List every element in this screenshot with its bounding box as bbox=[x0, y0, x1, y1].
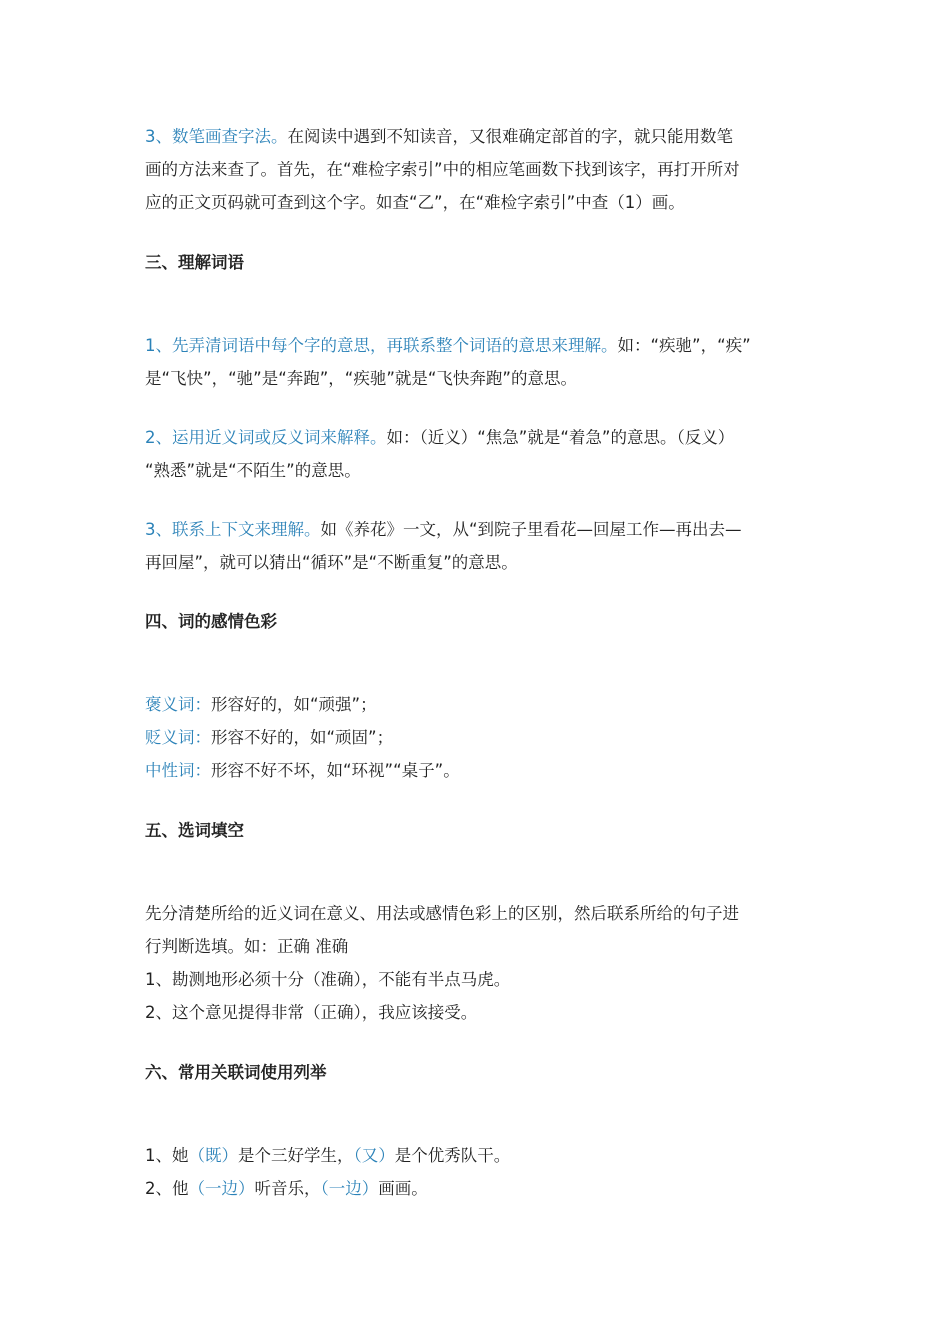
paragraph-lead: 2、运用近义词或反义词来解释。 bbox=[145, 428, 387, 447]
paragraph-synonym-antonym bbox=[145, 421, 807, 487]
paragraph-text: 先分清楚所给的近义词在意义、用法或感情色彩上的区别，然后联系所给的句子进 bbox=[145, 904, 739, 923]
paragraph-lead: 3、数笔画查字法。 bbox=[145, 127, 288, 146]
paragraph-text: 如《养花》一文，从“到院子里看花—回屋工作—再出去— bbox=[320, 520, 742, 539]
paragraph-text: 在阅读中遇到不知读音，又很难确定部首的字，就只能用数笔 bbox=[287, 127, 733, 146]
list-word-emotion bbox=[145, 688, 807, 787]
paragraph-lead: 1、先弄清词语中每个字的意思，再联系整个词语的意思来理解。 bbox=[145, 336, 618, 355]
list-item: 1、她（既）是个三好学生，（又）是个优秀队干。 bbox=[145, 1146, 511, 1165]
list-conjunctions bbox=[145, 1139, 807, 1205]
list-item: 2、这个意见提得非常（正确），我应该接受。 bbox=[145, 1003, 478, 1022]
list-item: 中性词：形容不好不坏，如“环视”“桌子”。 bbox=[145, 761, 460, 780]
paragraph-word-meaning bbox=[145, 329, 807, 395]
paragraph-stroke-count-method bbox=[145, 120, 807, 219]
list-item: 2、他（一边）听音乐，（一边）画画。 bbox=[145, 1179, 428, 1198]
list-item: 褒义词：形容好的，如“顽强”； bbox=[145, 695, 377, 714]
paragraph-text: 应的正文页码就可查到这个字。如查“乙”，在“难检字索引”中查（1）画。 bbox=[145, 193, 685, 212]
list-item: 1、勘测地形必须十分（准确），不能有半点马虎。 bbox=[145, 970, 511, 989]
paragraph-text: 再回屋”，就可以猜出“循环”是“不断重复”的意思。 bbox=[145, 553, 518, 572]
heading-word-emotion: 四、词的感情色彩 bbox=[145, 612, 277, 631]
paragraph-fill-in-words bbox=[145, 897, 807, 1029]
paragraph-text: 画的方法来查了。首先，在“难检字索引”中的相应笔画数下找到该字，再打开所对 bbox=[145, 160, 740, 179]
list-item: 贬义词：形容不好的，如“顽固”； bbox=[145, 728, 394, 747]
paragraph-text: 是“飞快”，“驰”是“奔跑”，“疾驰”就是“飞快奔跑”的意思。 bbox=[145, 369, 577, 388]
heading-fill-in-words: 五、选词填空 bbox=[145, 821, 244, 840]
paragraph-context bbox=[145, 513, 807, 579]
paragraph-text: 如：“疾驰”，“疾” bbox=[617, 336, 751, 355]
heading-conjunctions: 六、常用关联词使用列举 bbox=[145, 1063, 327, 1082]
paragraph-text: 如：（近义）“焦急”就是“着急”的意思。（反义） bbox=[386, 428, 735, 447]
heading-understand-words: 三、理解词语 bbox=[145, 253, 244, 272]
paragraph-lead: 3、联系上下文来理解。 bbox=[145, 520, 321, 539]
paragraph-text: “熟悉”就是“不陌生”的意思。 bbox=[145, 461, 361, 480]
paragraph-text: 行判断选填。如：正确 准确 bbox=[145, 937, 349, 956]
